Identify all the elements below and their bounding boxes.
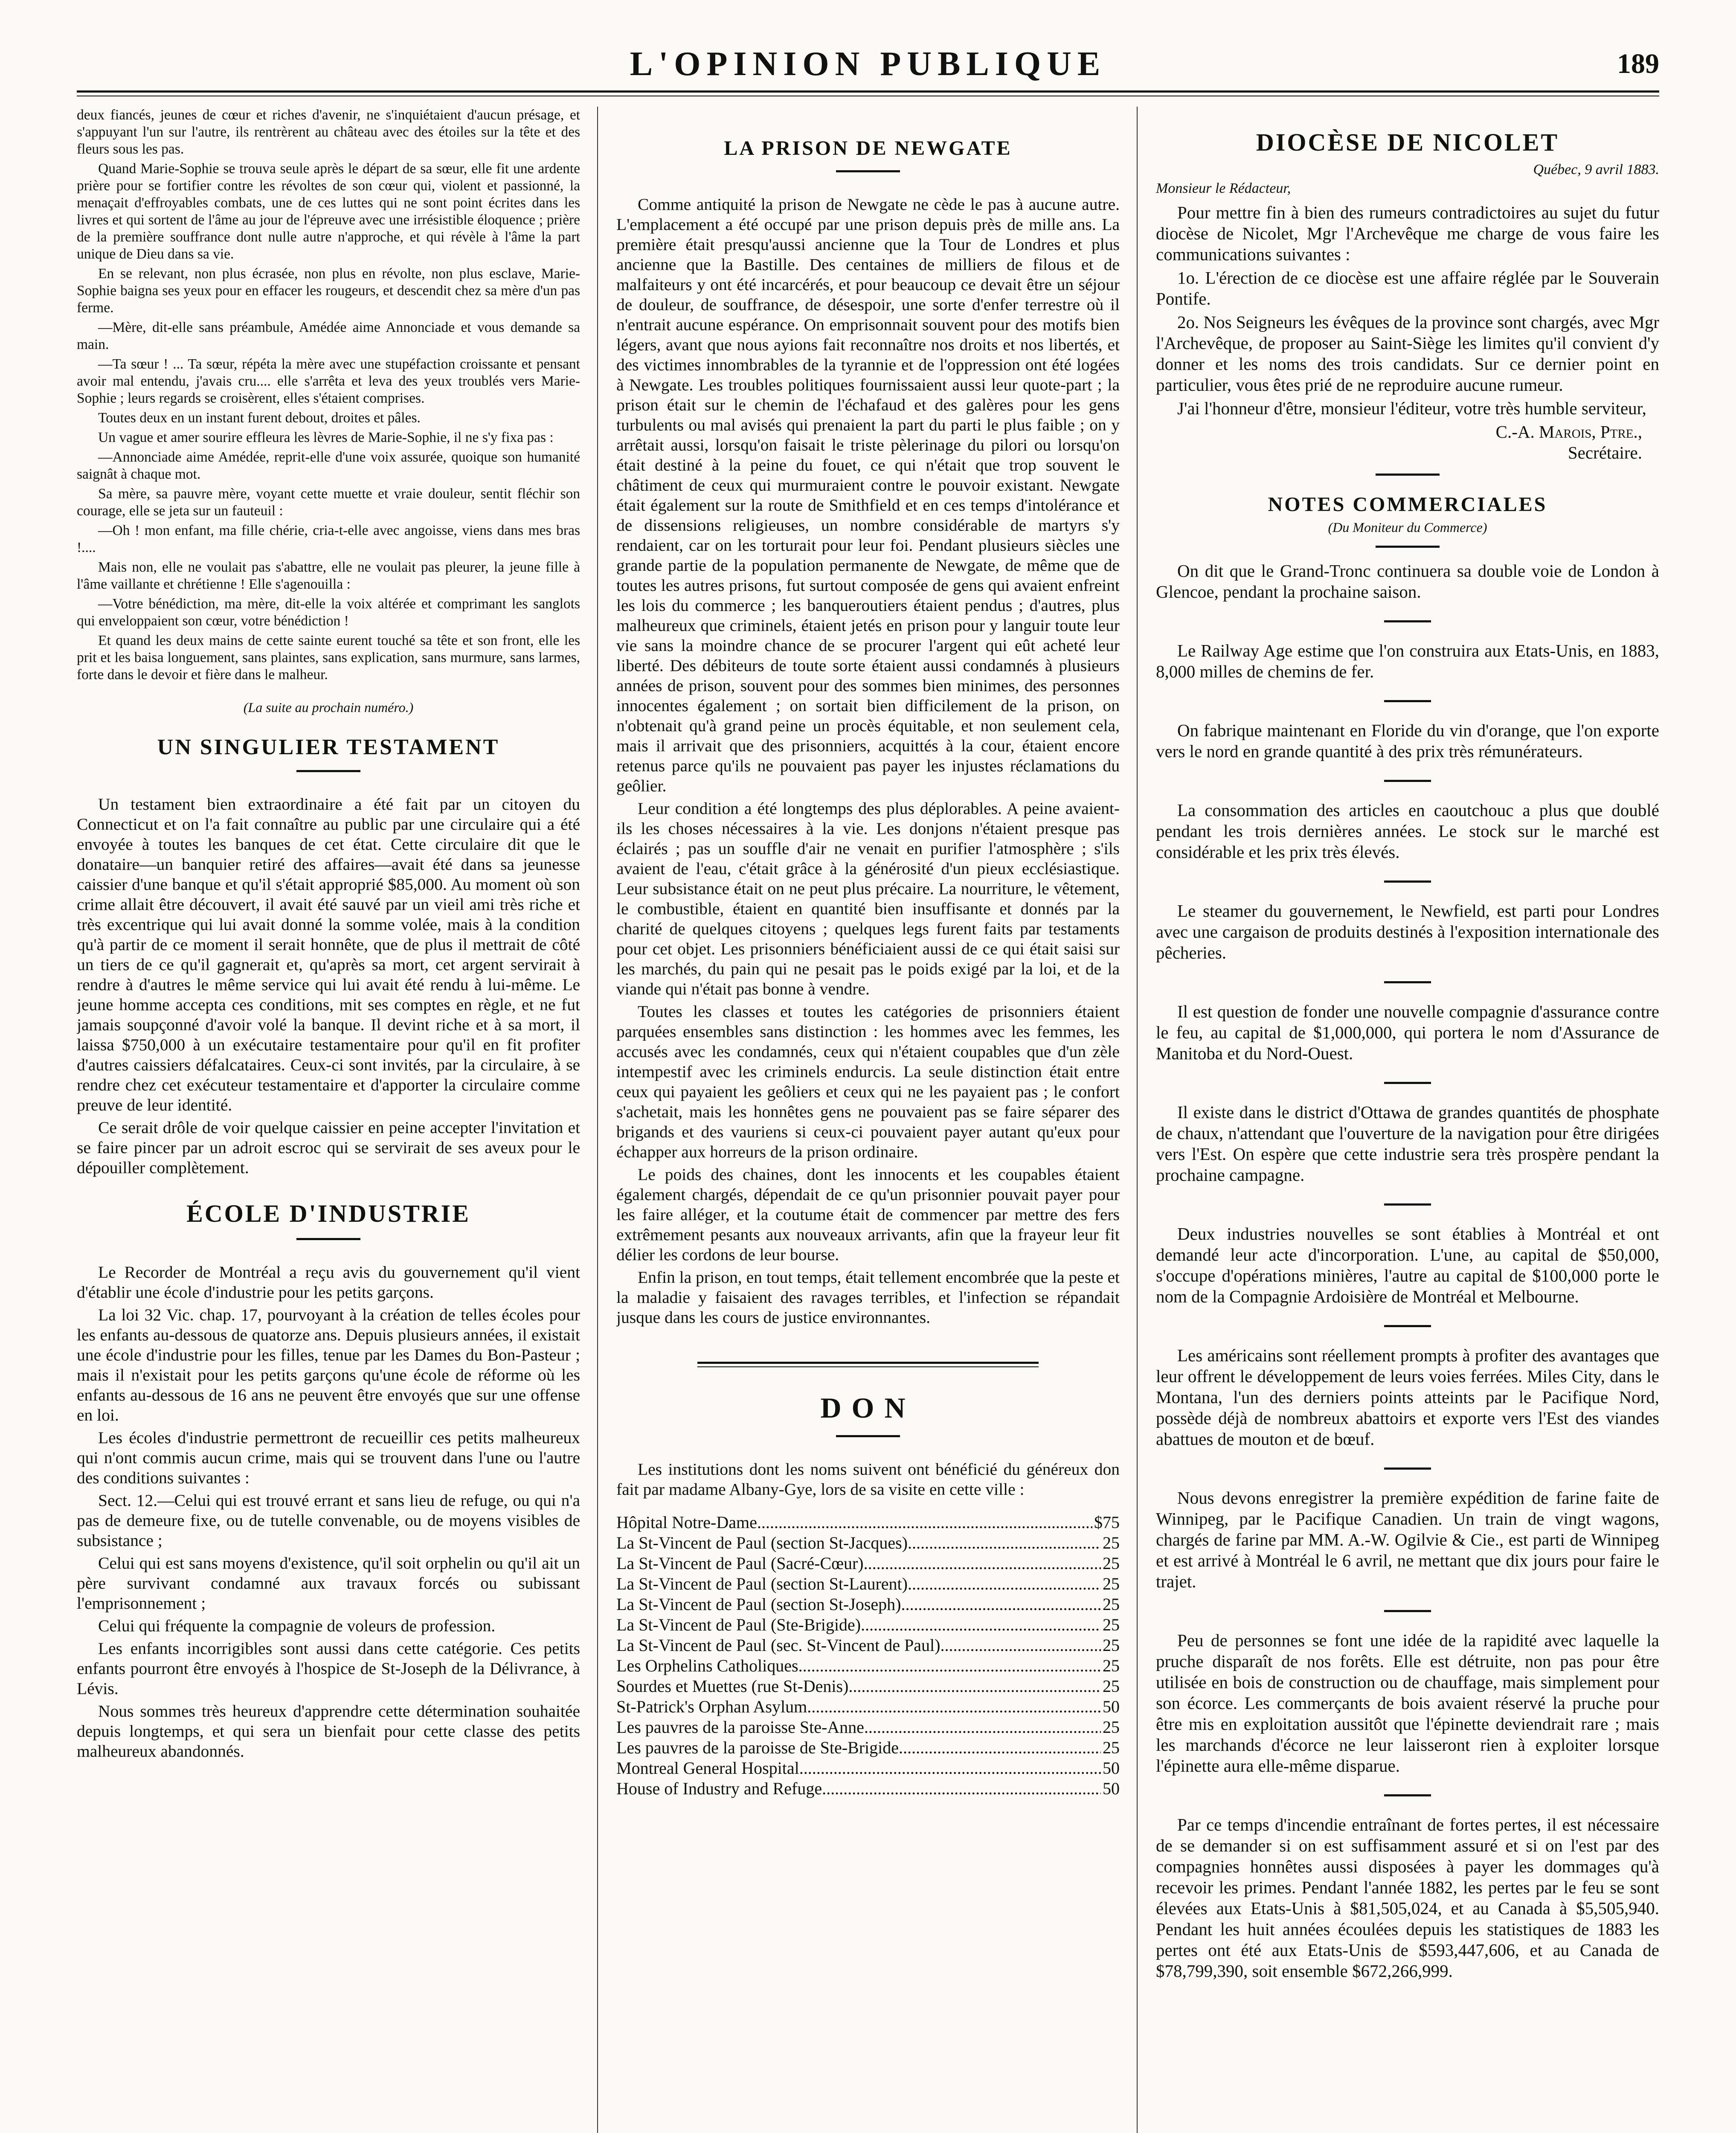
- article-paragraph: Les institutions dont les noms suivent ont bénéficié du généreux don fait par madame Albany-Gye, lors de sa visite en cette ville :: [616, 1460, 1120, 1499]
- column-divider-1: [597, 107, 598, 2133]
- don-article: [616, 1459, 1120, 1499]
- donation-item: [616, 1635, 1120, 1656]
- story-paragraph: Quand Marie-Sophie se trouva seule après le départ de sa sœur, elle fit une ardente prière pour se fortifier contre les révoltes de son cœur qui, violent et passionné, la menaçait d'effroyables combats, une de ces luttes qui ne sont point écrites dans les livres et qui sortent de l'âme au jour de l'épreuve avec une irrésistible éloquence ; prière de la première souffrance dont nulle autre n'approche, et qui révèle à l'âme la part unique de Dieu dans sa vie.: [77, 161, 580, 262]
- note-item: On dit que le Grand-Tronc continuera sa double voie de London à Glencoe, pendant la prochaine saison.: [1156, 561, 1659, 602]
- note-item: Nous devons enregistrer la première expédition de farine faite de Winnipeg, par le Pacifique Canadien. Un train de vingt wagons, chargés de farine par MM. A.-W. Ogilvie & Cie., est parti de Winnipeg et est arrivé à Montréal le 6 avril, ne mettant que dix jours pour faire le trajet.: [1156, 1488, 1659, 1591]
- donation-recipient: La St-Vincent de Paul (section St-Laurent): [616, 1574, 908, 1593]
- diocese-letter: [1156, 178, 1659, 463]
- section-rule: [1376, 474, 1440, 476]
- section-double-rule: [697, 1362, 1039, 1367]
- testament-article: [77, 794, 580, 1178]
- article-paragraph: Sect. 12.—Celui qui est trouvé errant et sans lieu de refuge, ou qui n'a pas de demeure fixe, ou de tutelle convenable, ou de moyens visibles de subsistance ;: [77, 1491, 580, 1550]
- article-paragraph: 1o. L'érection de ce diocèse est une affaire réglée par le Souverain Pontife.: [1156, 268, 1659, 308]
- headline-rule: [296, 770, 360, 772]
- notes-headline: NOTES COMMERCIALES: [1268, 493, 1547, 516]
- article-paragraph: Toutes les classes et toutes les catégories de prisonniers étaient parquées ensembles sans distinction : les hommes avec les femmes, les accusés avec les condamnés, ceux qui n'étaient coupables que d'un zèle intempestif avec les criminels endurcis. La seule distinction était entre ceux qui payaient les geôliers et ceux qui ne les payaient pas ; le confort s'achetait, mais les honnêtes gens ne pouvaient pas se faire séparer des brigands et des vauriens si ceux-ci pouvaient payer autant qu'eux pour échapper aux horreurs de la prison ordinaire.: [616, 1002, 1120, 1161]
- note-separator: [1384, 1325, 1431, 1327]
- donation-amount: 25: [1103, 1595, 1120, 1614]
- story-continued-note: (La suite au prochain numéro.): [243, 700, 414, 715]
- prison-headline: LA PRISON DE NEWGATE: [724, 137, 1012, 160]
- note-item: Deux industries nouvelles se sont établies à Montréal et ont demandé leur acte d'incorporation. L'une, au capital de $50,000, s'occupe d'opérations minières, l'autre au capital de $100,000 porte le nom de la Compagnie Ardoisière de Montréal et Melbourne.: [1156, 1224, 1659, 1306]
- donation-recipient: Sourdes et Muettes (rue St-Denis): [616, 1677, 849, 1696]
- donation-recipient: Montreal General Hospital: [616, 1758, 799, 1778]
- dot-leader: [848, 1676, 1101, 1697]
- article-paragraph: Les enfants incorrigibles sont aussi dans cette catégorie. Ces petits enfants pourront être envoyés à l'hospice de St-Joseph de la Délivrance, à Lévis.: [77, 1639, 580, 1698]
- dot-leader: [798, 1656, 1101, 1676]
- donation-recipient: La St-Vincent de Paul (Ste-Brigide): [616, 1615, 861, 1634]
- page-number: 189: [1617, 48, 1659, 79]
- note-separator: [1384, 881, 1431, 883]
- article-paragraph: Le poids des chaines, dont les innocents et les coupables étaient également chargés, dépendait de ce qu'un prisonnier pouvait payer pour les faire alléger, et la coutume était de commencer par mettre des fers extrêmement pesants aux nouveaux arrivants, afin que la frayeur leur fit délier les cordons de leur bourse.: [616, 1165, 1120, 1264]
- donation-amount: 25: [1103, 1677, 1120, 1696]
- donation-amount: 25: [1103, 1554, 1120, 1573]
- article-paragraph: Les écoles d'industrie permettront de recueillir ces petits malheureux qui n'ont commis aucun crime, mais qui se trouvent dans l'une ou l'autre des conditions suivantes :: [77, 1428, 580, 1487]
- letter-signature-role: Secrétaire.: [1568, 443, 1642, 462]
- note-item: Il est question de fonder une nouvelle compagnie d'assurance contre le feu, au capital de $1,000,000, qui portera le nom d'Assurance de Manitoba et du Nord-Ouest.: [1156, 1002, 1659, 1063]
- donation-list: [616, 1512, 1120, 1799]
- donation-item: [616, 1697, 1120, 1717]
- headline-rule: [836, 170, 900, 172]
- article-paragraph: Pour mettre fin à bien des rumeurs contradictoires au sujet du futur diocèse de Nicolet, Mgr l'Archevêque me charge de vous faire les communications suivantes :: [1156, 203, 1659, 264]
- story-paragraph: —Ta sœur ! ... Ta sœur, répéta la mère avec une stupéfaction croissante et pensant avoir mal entendu, j'avais cru.... elle s'arrêta et leva des yeux troublés vers Marie-Sophie ; leurs regards se croisèrent, elles s'étaient comprises.: [77, 356, 580, 406]
- note-item: Par ce temps d'incendie entraînant de fortes pertes, il est nécessaire de se demander si on est suffisamment assuré et si on l'est par des compagnies honnêtes aussi disposées à payer les dommages qu'à recevoir les primes. Pendant l'année 1882, les pertes par le feu se sont élevées aux Etats-Unis à $81,505,024, et au Canada à $5,505,940. Pendant les huit années écoulées depuis les statistiques de 1883 les pertes ont été aux Etats-Unis de $593,447,606, et au Canada de $78,799,390, soit ensemble $672,266,999.: [1156, 1815, 1659, 1981]
- note-separator: [1384, 780, 1431, 782]
- ecole-headline: ÉCOLE D'INDUSTRIE: [186, 1200, 470, 1227]
- article-paragraph: Leur condition a été longtemps des plus déplorables. A peine avaient-ils les choses nécessaires à la vie. Les donjons n'étaient presque pas éclairés ; pas un souffle d'air ne venait en purifier l'atmosphère ; s'ils avaient de l'eau, c'était grâce à la générosité d'un pieux ecclésiastique. Leur subsistance était on ne peut plus précaire. La nourriture, le vêtement, le combustible, étaient en quantité bien insuffisante et donnés par la charité de quelques citoyens ; quelques legs furent faits par testaments pour cet objet. Les prisonniers bénéficiaient aussi de ce qui était saisi sur les marchés, du pain qui ne pesait pas le poids exigé par la loi, et de la viande qui n'était pas bonne à vendre.: [616, 799, 1120, 998]
- commercial-notes: [1156, 561, 1659, 1982]
- donation-item: [616, 1533, 1120, 1553]
- don-headline: DON: [820, 1392, 916, 1424]
- article-paragraph: La loi 32 Vic. chap. 17, pourvoyant à la création de telles écoles pour les enfants au-dessous de quatorze ans. Depuis plusieurs années, il existait une école d'industrie pour les filles, tenue par les Dames du Bon-Pasteur ; mais il n'existait pour les petits garçons qu'une école de réforme où les enfants au-dessous de 16 ans ne peuvent être envoyés que sur une offense en loi.: [77, 1305, 580, 1424]
- article-paragraph: Nous sommes très heureux d'apprendre cette détermination souhaitée depuis longtemps, et qui sera un bienfait pour cette classe des petits malheureux abandonnés.: [77, 1702, 580, 1761]
- donation-amount: 25: [1103, 1574, 1120, 1593]
- story-paragraph: Mais non, elle ne voulait pas s'abattre, elle ne voulait pas pleurer, la jeune fille à l'âme vaillante et chrétienne ! Elle s'agenouilla :: [77, 559, 580, 592]
- article-paragraph: Enfin la prison, en tout temps, était tellement encombrée que la peste et la maladie y faisaient des ravages terribles, et l'infection se répandait jusque dans les cours de justice environnantes.: [616, 1268, 1120, 1327]
- dot-leader: [757, 1512, 1092, 1533]
- donation-amount: 25: [1103, 1636, 1120, 1655]
- donation-recipient: St-Patrick's Orphan Asylum: [616, 1697, 807, 1716]
- story-paragraph: —Annonciade aime Amédée, reprit-elle d'une voix assurée, quoique son humanité saignât à chaque mot.: [77, 449, 580, 482]
- masthead: [77, 43, 1659, 85]
- donation-item: [616, 1778, 1120, 1799]
- article-paragraph: Le Recorder de Montréal a reçu avis du gouvernement qu'il vient d'établir une école d'industrie pour les petits garçons.: [77, 1263, 580, 1302]
- article-paragraph: Comme antiquité la prison de Newgate ne cède le pas à aucune autre. L'emplacement a été occupé par une prison depuis près de mille ans. La première était presqu'aussi ancienne que la Tour de Londres et plus ancienne que la Bastille. Des centaines de milliers de filous et de malfaiteurs y ont été incarcérés, et pour beaucoup ce devait être un séjour de douleur, de souffrance, de désespoir, une sorte d'enfer terrestre où il n'entrait aucune espérance. On emprisonnait souvent pour des motifs bien légers, avant que nous ayions fait reconnaître nos droits et nos libertés, et des victimes innombrables de la tyrannie et de l'oppression ont été logées à Newgate. Les troubles politiques fournissaient aussi leur quote-part ; la prison était sur le chemin de l'échafaud et des galères pour les gens turbulents ou mal avisés qui prenaient la part du parti le plus faible ; on y arrêtait aussi, lorsqu'on faisait le triste pèlerinage du pilori ou lorsqu'on était destiné à la peine du fouet, ce qui n'était que trop souvent le châtiment de ceux qui murmuraient contre le pouvoir existant. Newgate était également sur la route de Smithfield et en ces temps d'intolérance et de dissensions religieuses, un nombre considérable de martyrs s'y rendaient, car on les torturait pour leur foi. Pendant plusieurs siècles une grande partie de la population permanente de Newgate, de même que de toutes les autres prisons, fut surtout composée de gens qui avaient enfreint les lois du commerce ; les banqueroutiers étaient pendus ; d'autres, plus malheureux que criminels, étaient jetés en prison pour y languir toute leur vie sans la moindre chance de se procurer l'argent qui eût acheté leur liberté. Des débiteurs de toute sorte étaient aussi condamnés à plusieurs années de prison, souvent pour des sommes bien minimes, des personnes innocentes également ; on sortait bien difficilement de la prison, on n'obtenait qu'à grand peine un procès équitable, et non seulement cela, mais il arrivait que des prisonniers, acquittés à la cour, étaient encore retenus parce qu'ils ne pouvaient pas payer les injustes réclamations du geôlier.: [616, 195, 1120, 795]
- article-paragraph: 2o. Nos Seigneurs les évêques de la province sont chargés, avec Mgr l'Archevêque, de proposer au Saint-Siège les limites qu'il convient d'y donner et les noms des trois candidats. Sur ce dernier point en particulier, vous êtes prié de ne reproduire aucune rumeur.: [1156, 312, 1659, 395]
- column-divider-2: [1137, 107, 1138, 2133]
- story-paragraph: deux fiancés, jeunes de cœur et riches d'avenir, ne s'inquiétaient d'aucun présage, et s'appuyant l'un sur l'autre, ils rentrèrent au château avec des étoiles sur la tête et des fleurs sous les pas.: [77, 107, 580, 157]
- dot-leader: [901, 1594, 1101, 1615]
- dot-leader: [908, 1533, 1101, 1553]
- dot-leader: [861, 1615, 1101, 1635]
- donation-item: [616, 1553, 1120, 1574]
- donation-item: [616, 1676, 1120, 1697]
- donation-item: [616, 1717, 1120, 1738]
- dot-leader: [799, 1758, 1101, 1778]
- donation-recipient: La St-Vincent de Paul (section St-Joseph): [616, 1595, 901, 1614]
- article-paragraph: Un testament bien extraordinaire a été fait par un citoyen du Connecticut et on l'a fait connaître au public par une circulaire qui a été envoyée à toutes les banques de cet état. Cette circulaire dit que le donataire—un banquier retiré des affaires—avait été dans sa jeunesse caissier d'une banque et qu'il s'était approprié $85,000. Au moment où son crime allait être découvert, il avait été sauvé par un vieil ami très riche et très excentrique qui lui avait donné la somme volée, mais à la condition qu'à partir de ce moment il serait honnête, que de plus il mettrait de côté un tiers de ce qu'il gagnerait et, qu'après sa mort, cet argent servirait à rendre à d'autres le même service qui lui avait été rendu à lui-même. Le jeune homme accepta ces conditions, mit ses comptes en règle, et ne fut jamais soupçonné d'avoir volé la banque. Il devint riche et à sa mort, il laissa $750,000 à un exécutaire testamentaire pour qu'il en fit profiter d'autres caissiers défalcataires. Ceux-ci sont invités, par la circulaire, à se rendre chez cet exécuteur testamentaire et d'apporter la circulaire comme preuve de leur identité.: [77, 795, 580, 1114]
- headline-rule: [1376, 546, 1440, 548]
- donation-amount: 25: [1103, 1738, 1120, 1757]
- dot-leader: [864, 1553, 1101, 1574]
- dot-leader: [822, 1778, 1101, 1799]
- note-item: La consommation des articles en caoutchouc a plus que doublé pendant les trois dernières années. Le stock sur le marché est considérable et les prix très élevés.: [1156, 800, 1659, 862]
- note-separator: [1384, 1794, 1431, 1796]
- donation-amount: 50: [1103, 1779, 1120, 1798]
- note-separator: [1384, 981, 1431, 983]
- donation-item: [616, 1656, 1120, 1676]
- donation-amount: 50: [1103, 1697, 1120, 1716]
- note-separator: [1384, 620, 1431, 622]
- feuilleton-continuation: [77, 107, 580, 716]
- testament-headline: UN SINGULIER TESTAMENT: [157, 735, 500, 759]
- note-item: Peu de personnes se font une idée de la rapidité avec laquelle la pruche disparaît de nos forêts. Elle est détruite, non pas pour être utilisée en bois de construction ou de chauffage, mais simplement pour son écorce. Les commerçants de bois avaient réservé la pruche pour être mis en exploitation aussitôt que l'épinette deviendrait rare ; mais les marchands d'écorce ne leur laisseront rien à exploiter lorsque l'épinette aura elle-même disparue.: [1156, 1630, 1659, 1776]
- donation-recipient: La St-Vincent de Paul (section St-Jacques): [616, 1533, 908, 1552]
- note-item: On fabrique maintenant en Floride du vin d'orange, que l'on exporte vers le nord en grande quantité à des prix très rémunérateurs.: [1156, 721, 1659, 761]
- article-paragraph: Celui qui fréquente la compagnie de voleurs de profession.: [98, 1616, 496, 1635]
- story-paragraph: —Mère, dit-elle sans préambule, Amédée aime Annonciade et vous demande sa main.: [77, 320, 580, 352]
- donation-amount: 25: [1103, 1656, 1120, 1675]
- letter-salutation: Monsieur le Rédacteur,: [1156, 180, 1291, 196]
- article-paragraph: Celui qui est sans moyens d'existence, qu'il soit orphelin ou qu'il ait un père survivant condamné aux travaux forcés ou subissant l'emprisonnement ;: [77, 1554, 580, 1613]
- donation-item: [616, 1512, 1120, 1533]
- donation-recipient: House of Industry and Refuge: [616, 1779, 822, 1798]
- ecole-article: [77, 1262, 580, 1761]
- donation-amount: $75: [1094, 1513, 1120, 1532]
- donation-item: [616, 1615, 1120, 1635]
- letter-signature: C.-A. Marois, Ptre.,: [1495, 422, 1642, 442]
- donation-recipient: Les pauvres de la paroisse de Ste-Brigide: [616, 1738, 899, 1757]
- column-1: [77, 107, 580, 2133]
- article-paragraph: J'ai l'honneur d'être, monsieur l'éditeur, votre très humble serviteur,: [1177, 398, 1646, 418]
- note-separator: [1384, 1468, 1431, 1470]
- donation-amount: 25: [1103, 1615, 1120, 1634]
- donation-recipient: Les pauvres de la paroisse Ste-Anne: [616, 1717, 864, 1737]
- story-paragraph: Un vague et amer sourire effleura les lèvres de Marie-Sophie, il ne s'y fixa pas :: [98, 430, 554, 445]
- donation-item: [616, 1574, 1120, 1594]
- column-3: [1156, 107, 1659, 2133]
- prison-article: [616, 195, 1120, 1328]
- story-paragraph: Sa mère, sa pauvre mère, voyant cette muette et vraie douleur, sentit fléchir son courage, elle se jeta sur un fauteuil :: [77, 486, 580, 519]
- donation-recipient: La St-Vincent de Paul (sec. St-Vincent de Paul): [616, 1636, 941, 1655]
- note-separator: [1384, 1082, 1431, 1084]
- story-paragraph: —Oh ! mon enfant, ma fille chérie, cria-t-elle avec angoisse, viens dans mes bras !....: [77, 523, 580, 555]
- masthead-rule: [77, 90, 1659, 93]
- donation-amount: 25: [1103, 1717, 1120, 1737]
- donation-item: [616, 1758, 1120, 1778]
- headline-rule: [836, 1435, 900, 1437]
- column-2: [616, 107, 1120, 2133]
- dot-leader: [864, 1717, 1101, 1738]
- donation-amount: 25: [1103, 1533, 1120, 1552]
- dot-leader: [807, 1697, 1101, 1717]
- newspaper-title: L'OPINION PUBLIQUE: [630, 45, 1106, 83]
- note-separator: [1384, 1203, 1431, 1206]
- dot-leader: [899, 1738, 1101, 1758]
- donation-item: [616, 1594, 1120, 1615]
- note-item: Il existe dans le district d'Ottawa de grandes quantités de phosphate de chaux, n'attendant que l'ouverture de la navigation pour être dirigées vers l'Est. On espère que cette industrie sera très prospère pendant la prochaine campagne.: [1156, 1102, 1659, 1185]
- donation-item: [616, 1738, 1120, 1758]
- article-paragraph: Ce serait drôle de voir quelque caissier en peine accepter l'invitation et se faire pincer par un adroit escroc qui se servirait de ses aveux pour le dépouiller complètement.: [77, 1118, 580, 1177]
- story-paragraph: Toutes deux en un instant furent debout, droites et pâles.: [98, 410, 421, 426]
- note-item: Le Railway Age estime que l'on construira aux Etats-Unis, en 1883, 8,000 milles de chemins de fer.: [1156, 641, 1659, 681]
- note-separator: [1384, 700, 1431, 702]
- headline-rule: [296, 1238, 360, 1240]
- donation-recipient: La St-Vincent de Paul (Sacré-Cœur): [616, 1554, 864, 1573]
- note-separator: [1384, 1610, 1431, 1612]
- note-item: Les américains sont réellement prompts à profiter des avantages que leur offrent le développement de leurs voies ferrées. Miles City, dans le Montana, l'un des derniers points atteints par le Pacifique Nord, possède déjà de nombreux abattoirs et exporte vers l'Est des viandes abattues de mouton et de bœuf.: [1156, 1345, 1659, 1449]
- notes-source: (Du Moniteur du Commerce): [1328, 520, 1487, 535]
- story-paragraph: —Votre bénédiction, ma mère, dit-elle la voix altérée et comprimant les sanglots qui enveloppaient son cœur, votre bénédiction !: [77, 596, 580, 629]
- donation-amount: 50: [1103, 1758, 1120, 1778]
- letter-dateline: Québec, 9 avril 1883.: [1533, 162, 1659, 177]
- dot-leader: [940, 1635, 1101, 1656]
- diocese-headline: DIOCÈSE DE NICOLET: [1256, 128, 1559, 156]
- story-paragraph: En se relevant, non plus écrasée, non plus en révolte, non plus esclave, Marie-Sophie baigna ses yeux pour en effacer les rougeurs, et descendit chez sa mère d'un pas ferme.: [77, 266, 580, 316]
- donation-recipient: Les Orphelins Catholiques: [616, 1656, 798, 1675]
- donation-recipient: Hôpital Notre-Dame: [616, 1513, 757, 1532]
- story-paragraph: Et quand les deux mains de cette sainte eurent touché sa tête et son front, elle les prit et les baisa longuement, sans plaintes, sans explication, sans murmure, sans larmes, forte dans le devoir et fière dans le malheur.: [77, 633, 580, 683]
- note-item: Le steamer du gouvernement, le Newfield, est parti pour Londres avec une cargaison de produits destinés à l'exposition internationale des pêcheries.: [1156, 901, 1659, 962]
- dot-leader: [908, 1574, 1101, 1594]
